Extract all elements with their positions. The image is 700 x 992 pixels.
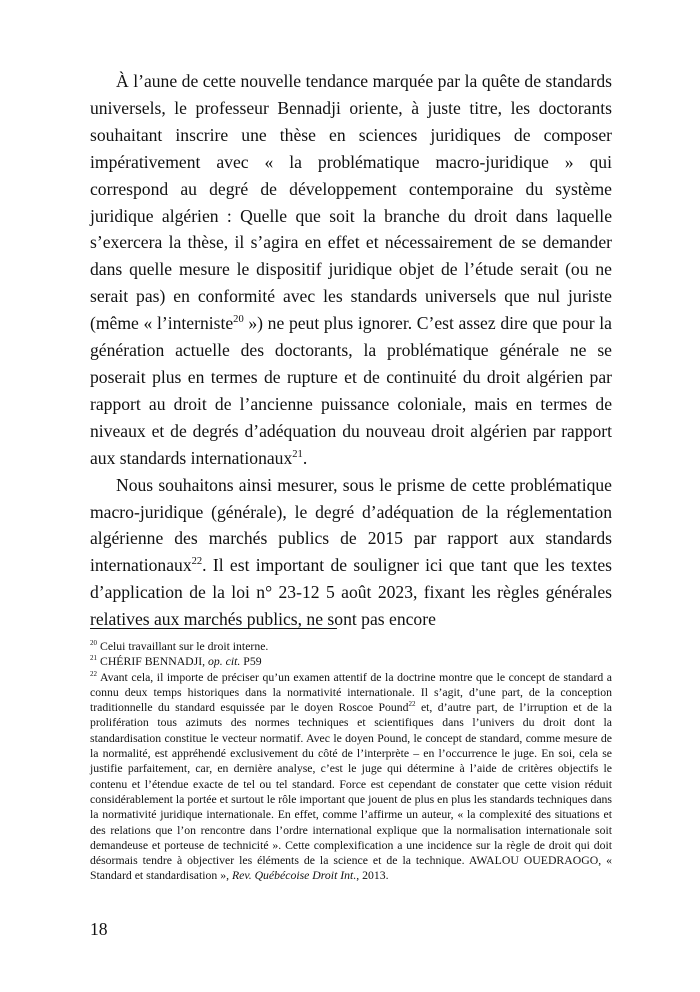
paragraph-1 — [90, 68, 612, 472]
footnote-ref-20: 20 — [233, 314, 244, 326]
footnote-20-number: 20 — [90, 639, 98, 648]
paragraph-2-text-a: Nous souhaitons ainsi mesurer, sous le prisme de cette problématique macro-juridique (générale), le degré d’adéquation de la réglementation algérienne des marchés publics de 2015 par rapport aux standards internationaux — [90, 474, 612, 576]
footnote-22-number: 22 — [90, 669, 98, 678]
footnotes — [90, 639, 612, 884]
footnote-22-inner-ref: 22 — [408, 700, 416, 709]
footnote-22 — [90, 670, 612, 884]
footnote-21-number: 21 — [90, 654, 98, 663]
paragraph-1-text-a: À l’aune de cette nouvelle tendance marquée par la quête de standards universels, le professeur Bennadji oriente, à juste titre, les doctorants souhaitant inscrire une thèse en sciences juridiques de composer impérativement avec « la problématique macro-juridique » qui correspond au degré de développement contemporaine du système juridique algérien : Quelle que soit la branche du droit dans laquelle s’exercera la thèse, il s’agira en effet et nécessairement de se demander dans quelle mesure le dispositif juridique objet de l’étude serait (ou ne serait pas) en conformité avec les standards universels que nul juriste (même « l’interniste — [90, 71, 612, 334]
footnote-ref-21: 21 — [292, 448, 303, 460]
page-number: 18 — [90, 919, 108, 939]
footnote-21-text-b: P59 — [240, 655, 262, 669]
footnote-22-italic: Rev. Québécoise Droit Int. — [231, 869, 357, 883]
footnote-21-text-a: CHÉRIF BENNADJI, — [97, 655, 209, 669]
footnote-20 — [90, 639, 612, 654]
footnote-22-text-b: et, d’autre part, de l’irruption et de la prolifération tous azimuts des normes techniques et scientifiques dans l’univers du droit dont la standardisation constitue le vecteur normatif. Avec le doyen Pound, le concept de standard, comme mesure de la normalité, est appréhendé exclusivement du côté de l’interprète – en l’occurrence le juge. En soi, cela se justifie parfaitement, car, en dernière analyse, c’est le juge qui détermine à l’aide de critères objectifs le contenu et l’étendue exacte de tel ou tel standard. Force est cependant de constater que cette vision réduit considérablement la portée et surtout le rôle important que jouent de plus en plus les standards techniques dans la normativité juridique internationale. En effet, comme l’affirme un auteur, « la complexité des situations et des relations que l’on rencontre dans l’ordre international explique que la normalisation internationale soit demandeuse et porteuse de technicité ». Cette complexification a une incidence sur la règle de droit qui doit désormais tendre à objectiver les éléments de la science et de la technique. AWALOU OUEDRAOGO, « Standard et standardisation », — [90, 701, 612, 883]
footnote-21-italic: op. cit. — [208, 655, 241, 669]
footnote-ref-22: 22 — [191, 556, 203, 568]
footnote-21 — [90, 654, 612, 669]
footnote-20-text: Celui travaillant sur le droit interne. — [97, 640, 269, 653]
paragraph-1-text-b: ») ne peut plus ignorer. C’est assez dire que pour la génération actuelle des doctorants, la problématique générale ne se poserait plus en termes de rupture et de continuité du droit algérien par rapport au droit de l’ancienne puissance coloniale, mais en termes de niveaux et de degrés d’adéquation du nouveau droit algérien par rapport aux standards internationaux — [90, 313, 612, 468]
footnote-22-text-c: , 2013. — [356, 869, 389, 883]
paragraph-2 — [90, 472, 612, 633]
paragraph-1-text-c: . — [302, 447, 308, 468]
footnote-separator — [90, 628, 337, 629]
paragraph-2-text-b: . Il est important de souligner ici que tant que les textes d’application de la loi n° 23-12 5 août 2023, fixant les règles générales relatives aux marchés publics, ne sont pas encore — [90, 555, 612, 630]
main-text — [90, 68, 612, 633]
footnote-22-text-a: Avant cela, il importe de préciser qu’un examen attentif de la doctrine montre que le concept de standard a connu deux temps historiques dans la normativité internationale. Il s’agit, d’une part, de la conception traditionnelle du standard esquissée par le doyen Roscoe Pound — [90, 670, 612, 715]
